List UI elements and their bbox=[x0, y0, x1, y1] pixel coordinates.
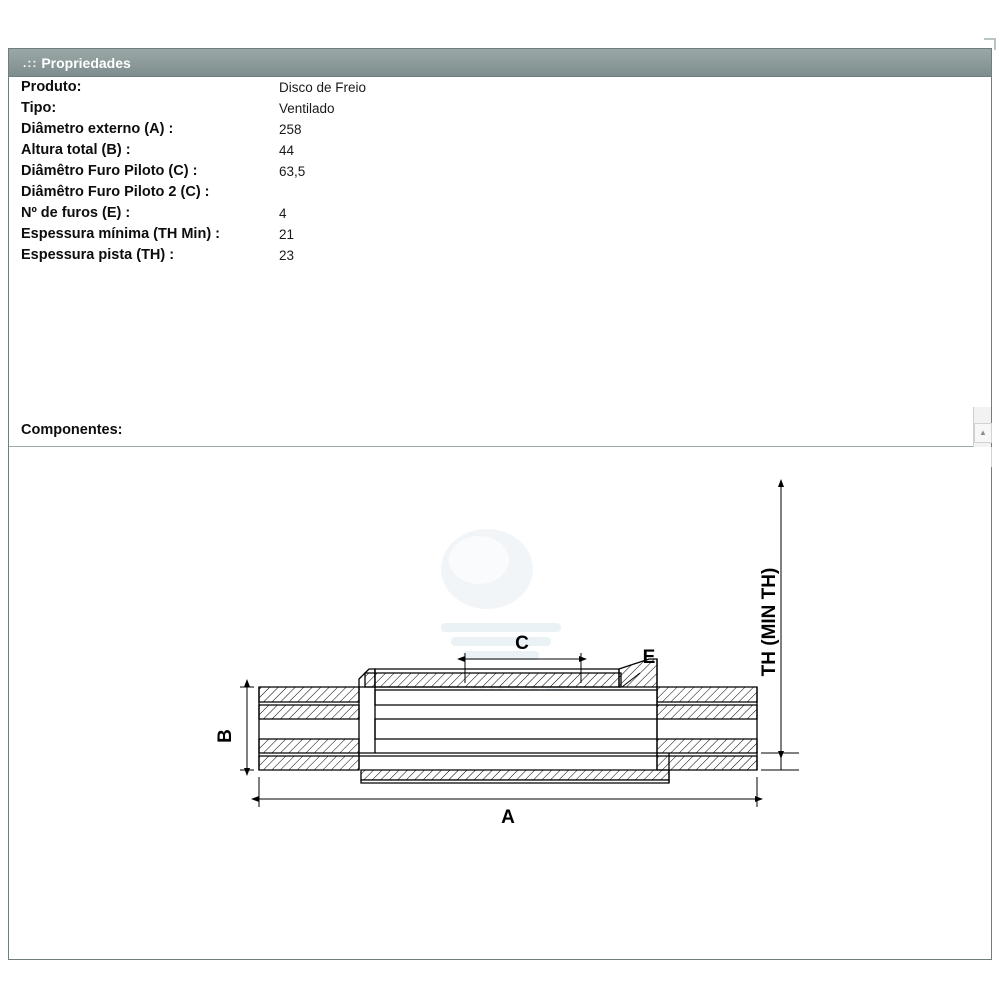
property-value: 258 bbox=[279, 122, 302, 137]
property-label: Produto: bbox=[21, 79, 82, 95]
property-value: Disco de Freio bbox=[279, 80, 367, 95]
property-row bbox=[9, 245, 991, 266]
property-label: Espessura pista (TH) : bbox=[21, 247, 175, 263]
dimension-label-c: C bbox=[515, 633, 529, 654]
property-label: Espessura mínima (TH Min) : bbox=[21, 226, 221, 242]
property-row bbox=[9, 140, 991, 161]
technical-drawing-region bbox=[9, 447, 991, 958]
scroll-up-glyph: ▲ bbox=[979, 428, 987, 437]
property-row bbox=[9, 224, 991, 245]
property-row bbox=[9, 119, 991, 140]
brake-disc-cross-section-drawing bbox=[9, 447, 991, 958]
dimension-label-th: TH (MIN TH) bbox=[759, 567, 780, 677]
dimension-label-e: E bbox=[642, 647, 656, 668]
property-label: Diâmêtro Furo Piloto (C) : bbox=[21, 163, 198, 179]
property-value: 44 bbox=[279, 143, 295, 158]
property-row bbox=[9, 98, 991, 119]
property-value: 21 bbox=[279, 227, 295, 242]
property-label: Tipo: bbox=[21, 100, 57, 116]
dimension-label-a: A bbox=[501, 807, 515, 828]
properties-panel bbox=[8, 48, 992, 960]
property-label: Nº de furos (E) : bbox=[21, 205, 131, 221]
property-value: 4 bbox=[279, 206, 287, 221]
property-label: Diâmetro externo (A) : bbox=[21, 121, 174, 137]
property-row bbox=[9, 203, 991, 224]
property-value: Ventilado bbox=[279, 101, 335, 116]
properties-list bbox=[9, 77, 991, 266]
dimension-label-b: B bbox=[215, 729, 236, 743]
watermark-text: MDS bbox=[467, 663, 571, 715]
components-label: Componentes: bbox=[21, 422, 123, 438]
property-value: 23 bbox=[279, 248, 295, 263]
page-title: Propriedades bbox=[41, 54, 131, 71]
property-row bbox=[9, 161, 991, 182]
property-row bbox=[9, 77, 991, 98]
property-value: 63,5 bbox=[279, 164, 306, 179]
title-prefix-dots: .:: bbox=[23, 55, 38, 70]
panel-titlebar bbox=[9, 49, 991, 77]
property-row bbox=[9, 182, 991, 203]
scroll-up-arrow-icon[interactable] bbox=[974, 423, 992, 443]
property-label: Altura total (B) : bbox=[21, 142, 131, 158]
property-label: Diâmêtro Furo Piloto 2 (C) : bbox=[21, 184, 210, 200]
properties-region bbox=[9, 77, 991, 447]
